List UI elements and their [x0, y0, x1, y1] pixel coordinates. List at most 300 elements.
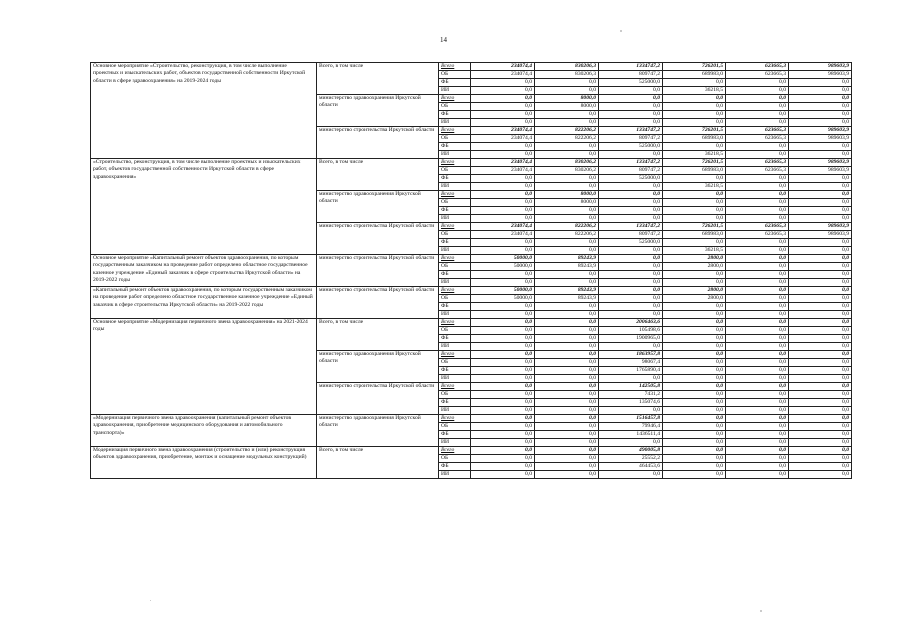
amount-cell: 0,0 [726, 431, 789, 439]
amount-cell: 0,0 [471, 199, 535, 207]
funding-source: Всего [439, 63, 471, 71]
amount-cell: 525000,0 [599, 143, 663, 151]
amount-cell: 0,0 [789, 367, 852, 375]
amount-cell: 0,0 [663, 431, 726, 439]
amount-cell: 623665,3 [726, 63, 789, 71]
amount-cell: 89243,9 [535, 263, 599, 271]
amount-cell: 726201,5 [663, 159, 726, 167]
amount-cell: 0,0 [789, 359, 852, 367]
funding-source: ИИ [439, 439, 471, 447]
amount-cell: 0,0 [599, 303, 663, 311]
funding-source: Всего [439, 287, 471, 295]
table-row [91, 287, 852, 295]
amount-cell: 0,0 [789, 431, 852, 439]
amount-cell: 0,0 [726, 383, 789, 391]
amount-cell: 0,0 [726, 359, 789, 367]
amount-cell: 0,0 [663, 119, 726, 127]
amount-cell: 0,0 [663, 455, 726, 463]
amount-cell: 464453,6 [599, 463, 663, 471]
funding-source: Всего [439, 223, 471, 231]
executor-name: Всего, в том числе [317, 447, 439, 479]
amount-cell: 0,0 [726, 327, 789, 335]
amount-cell: 0,0 [599, 87, 663, 95]
funding-source: ФБ [439, 431, 471, 439]
amount-cell: 0,0 [535, 343, 599, 351]
amount-cell: 0,0 [726, 175, 789, 183]
amount-cell: 0,0 [789, 423, 852, 431]
amount-cell: 0,0 [663, 143, 726, 151]
amount-cell: 234074,4 [471, 71, 535, 79]
funding-source: Всего [439, 319, 471, 327]
funding-source: ИИ [439, 151, 471, 159]
amount-cell: 0,0 [726, 183, 789, 191]
amount-cell: 623665,3 [726, 127, 789, 135]
amount-cell: 0,0 [471, 471, 535, 479]
amount-cell: 0,0 [789, 79, 852, 87]
amount-cell: 1334747,2 [599, 159, 663, 167]
amount-cell: 0,0 [535, 311, 599, 319]
amount-cell: 0,0 [471, 455, 535, 463]
amount-cell: 623665,3 [726, 167, 789, 175]
amount-cell: 0,0 [726, 263, 789, 271]
amount-cell: 0,0 [535, 407, 599, 415]
amount-cell: 989603,9 [789, 159, 852, 167]
activity-description: «Капитальный ремонт объектов здравоохранения, по которым государственным заказчиком на проведение работ определено областное государственное казенное учреждение «Единый заказчик в сфере строительства Иркутской области» на 2019-2022 годы [91, 287, 317, 319]
amount-cell: 234074,4 [471, 127, 535, 135]
executor-name: министерство строительства Иркутской области [317, 287, 439, 319]
amount-cell: 50000,0 [471, 255, 535, 263]
amount-cell: 0,0 [726, 87, 789, 95]
amount-cell: 1863957,8 [599, 351, 663, 359]
amount-cell: 0,0 [535, 391, 599, 399]
amount-cell: 0,0 [599, 119, 663, 127]
amount-cell: 0,0 [789, 151, 852, 159]
amount-cell: 525000,0 [599, 79, 663, 87]
executor-name: министерство строительства Иркутской области [317, 127, 439, 159]
amount-cell: 0,0 [726, 79, 789, 87]
amount-cell: 0,0 [726, 423, 789, 431]
amount-cell: 79946,4 [599, 423, 663, 431]
amount-cell: 0,0 [471, 311, 535, 319]
amount-cell: 0,0 [471, 111, 535, 119]
amount-cell: 89243,9 [535, 295, 599, 303]
amount-cell: 689983,0 [663, 167, 726, 175]
funding-source: ОБ [439, 455, 471, 463]
amount-cell: 0,0 [789, 351, 852, 359]
amount-cell: 0,0 [471, 407, 535, 415]
funding-source: Всего [439, 383, 471, 391]
amount-cell: 0,0 [663, 207, 726, 215]
amount-cell: 623665,3 [726, 223, 789, 231]
amount-cell: 0,0 [663, 399, 726, 407]
funding-source: ОБ [439, 167, 471, 175]
amount-cell: 0,0 [599, 471, 663, 479]
amount-cell: 822206,2 [535, 127, 599, 135]
amount-cell: 0,0 [726, 119, 789, 127]
amount-cell: 0,0 [663, 271, 726, 279]
funding-source: ФБ [439, 175, 471, 183]
amount-cell: 0,0 [726, 407, 789, 415]
amount-cell: 0,0 [471, 143, 535, 151]
amount-cell: 0,0 [599, 191, 663, 199]
amount-cell: 525000,0 [599, 175, 663, 183]
amount-cell: 0,0 [663, 199, 726, 207]
amount-cell: 0,0 [663, 311, 726, 319]
amount-cell: 0,0 [599, 95, 663, 103]
amount-cell: 0,0 [663, 79, 726, 87]
amount-cell: 0,0 [789, 463, 852, 471]
amount-cell: 0,0 [789, 415, 852, 423]
funding-source: ФБ [439, 271, 471, 279]
amount-cell: 0,0 [663, 327, 726, 335]
amount-cell: 0,0 [599, 311, 663, 319]
amount-cell: 809747,2 [599, 231, 663, 239]
amount-cell: 1334747,2 [599, 63, 663, 71]
amount-cell: 0,0 [535, 447, 599, 455]
executor-name: Всего, в том числе [317, 63, 439, 95]
amount-cell: 0,0 [535, 399, 599, 407]
amount-cell: 0,0 [789, 391, 852, 399]
amount-cell: 0,0 [726, 335, 789, 343]
amount-cell: 0,0 [471, 215, 535, 223]
amount-cell: 830206,3 [535, 71, 599, 79]
amount-cell: 0,0 [726, 143, 789, 151]
funding-source: Всего [439, 127, 471, 135]
executor-name: министерство здравоохранения Иркутской области [317, 191, 439, 223]
amount-cell: 1334747,2 [599, 223, 663, 231]
amount-cell: 1436511,4 [599, 431, 663, 439]
table-row [91, 319, 852, 327]
amount-cell: 623665,3 [726, 71, 789, 79]
scan-speck [620, 30, 622, 32]
amount-cell: 0,0 [599, 247, 663, 255]
amount-cell: 0,0 [535, 327, 599, 335]
executor-name: министерство строительства Иркутской области [317, 383, 439, 415]
amount-cell: 0,0 [663, 319, 726, 327]
funding-source: ИИ [439, 375, 471, 383]
amount-cell: 0,0 [471, 351, 535, 359]
amount-cell: 0,0 [471, 399, 535, 407]
amount-cell: 0,0 [535, 207, 599, 215]
amount-cell: 234074,4 [471, 231, 535, 239]
amount-cell: 0,0 [535, 111, 599, 119]
amount-cell: 0,0 [599, 271, 663, 279]
amount-cell: 0,0 [599, 207, 663, 215]
amount-cell: 689983,0 [663, 71, 726, 79]
amount-cell: 50000,0 [471, 263, 535, 271]
amount-cell: 0,0 [535, 143, 599, 151]
funding-source: ИИ [439, 247, 471, 255]
amount-cell: 0,0 [471, 175, 535, 183]
funding-source: ИИ [439, 407, 471, 415]
amount-cell: 0,0 [471, 303, 535, 311]
amount-cell: 830206,2 [535, 159, 599, 167]
amount-cell: 36218,5 [663, 247, 726, 255]
amount-cell: 0,0 [471, 415, 535, 423]
activity-description: Основное мероприятие «Капитальный ремонт объектов здравоохранения, по которым государственным заказчиком на проведение работ определено областное государственное казенное учреждение «Единый заказчик в сфере строительства Иркутской области» на 2019-2022 годы [91, 255, 317, 287]
funding-source: ИИ [439, 87, 471, 95]
amount-cell: 0,0 [471, 463, 535, 471]
amount-cell: 623665,3 [726, 231, 789, 239]
amount-cell: 0,0 [535, 423, 599, 431]
funding-source: Всего [439, 447, 471, 455]
amount-cell: 0,0 [471, 335, 535, 343]
funding-source: ИИ [439, 343, 471, 351]
amount-cell: 0,0 [471, 103, 535, 111]
amount-cell: 234074,4 [471, 167, 535, 175]
amount-cell: 989603,9 [789, 135, 852, 143]
amount-cell: 234074,4 [471, 159, 535, 167]
amount-cell: 726201,5 [663, 127, 726, 135]
amount-cell: 809747,2 [599, 135, 663, 143]
amount-cell: 0,0 [535, 367, 599, 375]
table-row [91, 255, 852, 263]
amount-cell: 0,0 [663, 471, 726, 479]
amount-cell: 0,0 [471, 367, 535, 375]
amount-cell: 0,0 [599, 103, 663, 111]
amount-cell: 8000,0 [535, 191, 599, 199]
amount-cell: 36218,5 [663, 183, 726, 191]
amount-cell: 0,0 [599, 375, 663, 383]
amount-cell: 2800,0 [663, 255, 726, 263]
amount-cell: 8000,0 [535, 103, 599, 111]
amount-cell: 0,0 [726, 151, 789, 159]
amount-cell: 0,0 [535, 351, 599, 359]
amount-cell: 0,0 [471, 383, 535, 391]
amount-cell: 0,0 [599, 199, 663, 207]
funding-source: ОБ [439, 103, 471, 111]
funding-source: ОБ [439, 231, 471, 239]
amount-cell: 0,0 [471, 183, 535, 191]
funding-source: ОБ [439, 327, 471, 335]
amount-cell: 234074,4 [471, 135, 535, 143]
amount-cell: 0,0 [471, 247, 535, 255]
activity-description: «Строительство, реконструкция, в том числе выполнение проектных и изыскательских работ, объектов государственной собственности Иркутской области в сфере здравоохранения» [91, 159, 317, 255]
amount-cell: 0,0 [726, 463, 789, 471]
funding-source: ОБ [439, 423, 471, 431]
amount-cell: 0,0 [789, 191, 852, 199]
amount-cell: 726201,5 [663, 63, 726, 71]
amount-cell: 98067,4 [599, 359, 663, 367]
budget-table [90, 62, 852, 479]
amount-cell: 0,0 [726, 415, 789, 423]
amount-cell: 0,0 [535, 151, 599, 159]
amount-cell: 525000,0 [599, 239, 663, 247]
amount-cell: 0,0 [535, 431, 599, 439]
amount-cell: 0,0 [726, 239, 789, 247]
funding-source: ФБ [439, 239, 471, 247]
amount-cell: 0,0 [471, 239, 535, 247]
amount-cell: 0,0 [726, 279, 789, 287]
amount-cell: 726201,5 [663, 223, 726, 231]
amount-cell: 0,0 [535, 279, 599, 287]
amount-cell: 0,0 [789, 303, 852, 311]
amount-cell: 0,0 [789, 271, 852, 279]
amount-cell: 0,0 [535, 87, 599, 95]
amount-cell: 1900965,0 [599, 335, 663, 343]
amount-cell: 8000,0 [535, 95, 599, 103]
amount-cell: 0,0 [663, 463, 726, 471]
amount-cell: 0,0 [535, 119, 599, 127]
funding-source: ФБ [439, 399, 471, 407]
amount-cell: 0,0 [599, 183, 663, 191]
funding-source: ОБ [439, 295, 471, 303]
funding-source: ИИ [439, 215, 471, 223]
amount-cell: 0,0 [663, 343, 726, 351]
amount-cell: 0,0 [726, 303, 789, 311]
funding-source: ОБ [439, 391, 471, 399]
activity-description: Основное мероприятие «Строительство, реконструкция, в том числе выполнение проектных и изыскательских работ, объектов государственной собственности Иркутской области в сфере здравоохранения» на 2019-2024 годы [91, 63, 317, 159]
amount-cell: 989603,9 [789, 231, 852, 239]
funding-source: ИИ [439, 119, 471, 127]
amount-cell: 0,0 [789, 103, 852, 111]
amount-cell: 0,0 [663, 359, 726, 367]
amount-cell: 0,0 [471, 95, 535, 103]
amount-cell: 0,0 [726, 295, 789, 303]
amount-cell: 0,0 [726, 399, 789, 407]
amount-cell: 0,0 [471, 343, 535, 351]
funding-source: ФБ [439, 367, 471, 375]
executor-name: Всего, в том числе [317, 159, 439, 191]
amount-cell: 89243,9 [535, 287, 599, 295]
amount-cell: 0,0 [726, 319, 789, 327]
amount-cell: 0,0 [663, 95, 726, 103]
amount-cell: 0,0 [599, 255, 663, 263]
amount-cell: 0,0 [663, 191, 726, 199]
amount-cell: 0,0 [535, 303, 599, 311]
amount-cell: 0,0 [789, 447, 852, 455]
amount-cell: 0,0 [599, 407, 663, 415]
amount-cell: 0,0 [663, 407, 726, 415]
funding-source: ИИ [439, 311, 471, 319]
amount-cell: 0,0 [789, 327, 852, 335]
amount-cell: 0,0 [726, 103, 789, 111]
funding-source: Всего [439, 95, 471, 103]
amount-cell: 0,0 [471, 391, 535, 399]
amount-cell: 0,0 [535, 335, 599, 343]
amount-cell: 0,0 [663, 111, 726, 119]
executor-name: Всего, в том числе [317, 319, 439, 351]
amount-cell: 0,0 [471, 447, 535, 455]
amount-cell: 0,0 [471, 359, 535, 367]
amount-cell: 0,0 [535, 415, 599, 423]
funding-source: ФБ [439, 143, 471, 151]
amount-cell: 234074,4 [471, 223, 535, 231]
amount-cell: 0,0 [726, 391, 789, 399]
amount-cell: 0,0 [726, 343, 789, 351]
amount-cell: 822206,2 [535, 223, 599, 231]
amount-cell: 989603,9 [789, 167, 852, 175]
amount-cell: 0,0 [726, 271, 789, 279]
amount-cell: 0,0 [789, 199, 852, 207]
amount-cell: 0,0 [663, 279, 726, 287]
amount-cell: 989603,9 [789, 71, 852, 79]
amount-cell: 0,0 [535, 319, 599, 327]
amount-cell: 0,0 [471, 423, 535, 431]
activity-description: Модернизация первичного звена здравоохранения (строительство и (или) реконструкция объектов здравоохранения, приобретение, монтаж и оснащение модульных конструкций) [91, 447, 317, 479]
amount-cell: 989603,9 [789, 223, 852, 231]
amount-cell: 822206,2 [535, 135, 599, 143]
activity-description: Основное мероприятие «Модернизация первичного звена здравоохранения» на 2021-2024 годы [91, 319, 317, 415]
funding-source: Всего [439, 159, 471, 167]
amount-cell: 135074,6 [599, 399, 663, 407]
executor-name: министерство здравоохранения Иркутской области [317, 95, 439, 127]
table-row [91, 159, 852, 167]
amount-cell: 0,0 [726, 207, 789, 215]
amount-cell: 0,0 [663, 215, 726, 223]
executor-name: министерство строительства Иркутской области [317, 255, 439, 287]
amount-cell: 0,0 [535, 79, 599, 87]
amount-cell: 105498,6 [599, 327, 663, 335]
amount-cell: 0,0 [789, 407, 852, 415]
amount-cell: 0,0 [789, 263, 852, 271]
amount-cell: 0,0 [789, 183, 852, 191]
funding-source: Всего [439, 351, 471, 359]
amount-cell: 0,0 [599, 263, 663, 271]
amount-cell: 0,0 [471, 279, 535, 287]
funding-source: ФБ [439, 79, 471, 87]
amount-cell: 0,0 [663, 383, 726, 391]
amount-cell: 0,0 [471, 319, 535, 327]
amount-cell: 0,0 [471, 271, 535, 279]
amount-cell: 0,0 [726, 287, 789, 295]
amount-cell: 0,0 [726, 191, 789, 199]
amount-cell: 0,0 [726, 247, 789, 255]
executor-name: министерство здравоохранения Иркутской области [317, 415, 439, 447]
amount-cell: 689983,0 [663, 135, 726, 143]
amount-cell: 809747,2 [599, 71, 663, 79]
amount-cell: 0,0 [789, 143, 852, 151]
amount-cell: 8000,0 [535, 199, 599, 207]
amount-cell: 0,0 [789, 343, 852, 351]
amount-cell: 0,0 [726, 255, 789, 263]
amount-cell: 0,0 [789, 375, 852, 383]
amount-cell: 0,0 [471, 431, 535, 439]
amount-cell: 0,0 [535, 463, 599, 471]
amount-cell: 0,0 [535, 471, 599, 479]
amount-cell: 0,0 [471, 87, 535, 95]
funding-source: ФБ [439, 335, 471, 343]
funding-source: ФБ [439, 111, 471, 119]
amount-cell: 0,0 [471, 327, 535, 335]
amount-cell: 0,0 [726, 215, 789, 223]
amount-cell: 0,0 [471, 439, 535, 447]
amount-cell: 89243,9 [535, 255, 599, 263]
amount-cell: 0,0 [789, 279, 852, 287]
amount-cell: 0,0 [789, 119, 852, 127]
amount-cell: 0,0 [789, 471, 852, 479]
amount-cell: 0,0 [789, 311, 852, 319]
amount-cell: 0,0 [599, 111, 663, 119]
amount-cell: 809747,2 [599, 167, 663, 175]
amount-cell: 0,0 [663, 415, 726, 423]
amount-cell: 0,0 [789, 247, 852, 255]
funding-source: ИИ [439, 183, 471, 191]
amount-cell: 0,0 [535, 239, 599, 247]
amount-cell: 0,0 [789, 399, 852, 407]
amount-cell: 0,0 [663, 375, 726, 383]
funding-source: ФБ [439, 303, 471, 311]
amount-cell: 142505,8 [599, 383, 663, 391]
funding-source: Всего [439, 191, 471, 199]
amount-cell: 0,0 [599, 287, 663, 295]
amount-cell: 0,0 [789, 175, 852, 183]
amount-cell: 0,0 [726, 447, 789, 455]
scan-speck [760, 610, 762, 612]
amount-cell: 0,0 [789, 215, 852, 223]
funding-source: Всего [439, 255, 471, 263]
amount-cell: 830206,2 [535, 167, 599, 175]
